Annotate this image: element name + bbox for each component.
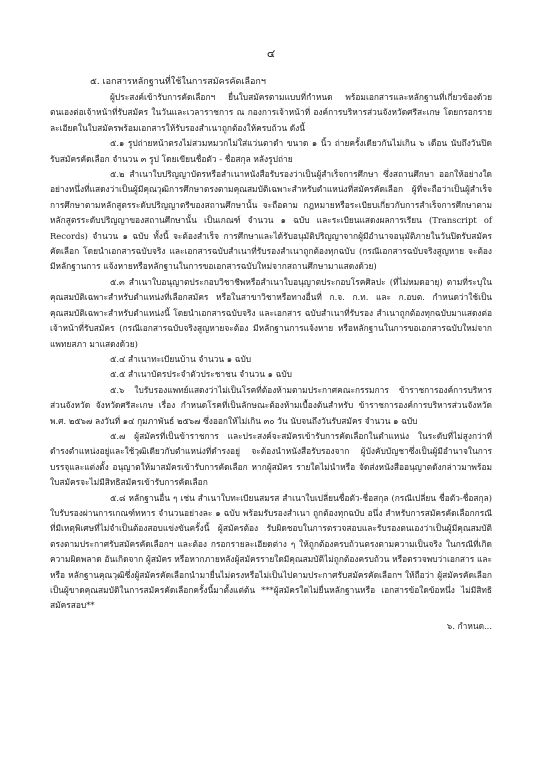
item-5-5 (50, 367, 492, 382)
section-heading: ๕. เอกสารหลักฐานที่ใช้ในการสมัครคัดเลือกฯ (90, 77, 266, 87)
item-text: ใบรับรองแพทย์แสดงว่าไม่เป็นโรคที่ต้องห้ามตามประกาศคณะกรรมการ ข้าราชการองค์การบริหารส่วนจังหวัด จังหวัดศรีสะเกษ เรื่อง กำหนดโรคที่เป็นลักษณะต้องห้ามเบื้องต้นสำหรับ ข้าราชการองค์การบริหารส่วนจังหวัด พ.ศ. ๒๕๖๗ ลงวันที่ ๑๔ กุมภาพันธ์ ๒๕๖๗ ซึ่งออกให้ไม่เกิน ๓๐ วัน นับจนถึงวันรับสมัคร จำนวน ๑ ฉบับ (50, 384, 492, 426)
item-text: ผู้สมัครที่เป็นข้าราชการ และประสงค์จะสมัครเข้ารับการคัดเลือกในตำแหน่ง ในระดับที่ไม่สูงกว่าที่ดำรงตำแหน่งอยู่และใช้วุฒิเดียวกับตำแหน่งที่ดำรงอยู่ จะต้องนำหนังสือรับรองจาก ผู้บังคับบัญชาซึ่งเป็นผู้มีอำนาจในการบรรจุและแต่งตั้ง อนุญาตให้มาสมัครเข้ารับการคัดเลือก หากผู้สมัคร รายใดไม่นำหรือ จัดส่งหนังสืออนุญาตดังกล่าวมาพร้อมใบสมัครจะไม่มีสิทธิสมัครเข้ารับการคัดเลือก (50, 430, 492, 488)
item-5-6 (50, 383, 492, 429)
item-text: สำเนาใบปริญญาบัตรหรือสำเนาหนังสือรับรองว่าเป็นผู้สำเร็จการศึกษา ซึ่งสถานศึกษา ออกให้อย่างใดอย่างหนึ่งที่แสดงว่าเป็นผู้มีคุณวุฒิการศึกษาตรงตามคุณสมบัติเฉพาะสำหรับตำแหน่งที่สมัครคัดเลือก ผู้ที่จะถือว่าเป็นผู้สำเร็จการศึกษาตามหลักสูตรระดับปริญญาตรีของสถานศึกษานั้น จะถือตาม กฎหมายหรือระเบียบเกี่ยวกับการสำเร็จการศึกษาตามหลักสูตรระดับปริญญาของสถานศึกษานั้น เป็นเกณฑ์ จำนวน ๑ ฉบับ และระเบียนแสดงผลการเรียน (Transcript of Records) จำนวน ๑ ฉบับ ทั้งนี้ จะต้องสำเร็จ การศึกษาและได้รับอนุมัติปริญญาจากผู้มีอำนาจอนุมัติภายในวันปิดรับสมัครคัดเลือก โดยนำเอกสารฉบับจริง และเอกสารฉบับสำเนาที่รับรองสำเนาถูกต้องทุกฉบับ (กรณีเอกสารฉบับจริงสูญหาย จะต้องมีหลักฐานการ แจ้งหายหรือหลักฐานในการขอเอกสารฉบับใหม่จากสถานศึกษามาแสดงด้วย) (50, 169, 492, 272)
item-number: ๕.๔ (110, 353, 126, 364)
item-text: สำเนาบัตรประจำตัวประชาชน จำนวน ๑ ฉบับ (128, 369, 292, 380)
item-5-1 (50, 136, 492, 167)
item-5-2 (50, 167, 492, 275)
item-text: รูปถ่ายหน้าตรงไม่สวมหมวกไม่ใส่แว่นตาดำ ขนาด ๑ นิ้ว ถ่ายครั้งเดียวกันไม่เกิน ๖ เดือน นับถึงวันปิดรับสมัครคัดเลือก จำนวน ๓ รูป โดยเขียนชื่อตัว - ชื่อสกุล หลังรูปถ่าย (50, 138, 492, 164)
item-text: สำเนาทะเบียนบ้าน จำนวน ๑ ฉบับ (128, 353, 252, 364)
intro-paragraph: ผู้ประสงค์เข้ารับการคัดเลือกฯ ยื่นใบสมัครตามแบบที่กำหนด พร้อมเอกสารและหลักฐานที่เกี่ยวข้องด้วยตนเองต่อเจ้าหน้าที่รับสมัคร ในวันและเวลาราชการ ณ กองการเจ้าหน้าที่ องค์การบริหารส่วนจังหวัดศรีสะเกษ โดยกรอกรายละเอียดในใบสมัครพร้อมเอกสารให้รับรองสำเนาถูกต้องให้ครบถ้วน ดังนี้ (50, 92, 492, 133)
item-text: สำเนาใบอนุญาตประกอบวิชาชีพหรือสำเนาใบอนุญาตประกอบโรคศิลปะ (ที่ไม่หมดอายุ) ตามที่ระบุในคุณสมบัติเฉพาะสำหรับตำแหน่งที่เลือกสมัคร หรือในสาขาวิชาหรือทางอื่นที่ ก.จ. ก.ท. และ ก.อบต. กำหนดว่าใช้เป็นคุณสมบัติเฉพาะสำหรับตำแหน่งนี้ โดยนำเอกสารฉบับจริง และเอกสาร ฉบับสำเนาที่รับรอง สำเนาถูกต้องทุกฉบับมาแสดงต่อเจ้าหน้าที่รับสมัคร (กรณีเอกสารฉบับจริงสูญหายจะต้อง มีหลักฐานการแจ้งหาย หรือหลักฐานในการขอเอกสารฉบับใหม่จากแพทยสภา มาแสดงด้วย) (50, 276, 493, 349)
item-5-4 (50, 352, 492, 367)
item-5-7 (50, 429, 492, 491)
item-number: ๕.๓ (110, 276, 125, 287)
continuation-note: ๖. กำหนด... (446, 620, 492, 631)
item-number: ๕.๕ (110, 369, 126, 380)
item-number: ๕.๖ (110, 384, 125, 395)
item-number: ๕.๗ (110, 430, 126, 441)
item-number: ๕.๘ (110, 492, 126, 503)
page-number: ๔ (266, 47, 276, 60)
item-text: หลักฐานอื่น ๆ เช่น สำเนาใบทะเบียนสมรส สำเนาใบเปลี่ยนชื่อตัว-ชื่อสกุล (กรณีเปลี่ยน ชื่อตัว-ชื่อสกุล) ใบรับรองผ่านการเกณฑ์ทหาร จำนวนอย่างละ ๑ ฉบับ พร้อมรับรองสำเนา ถูกต้องทุกฉบับ อนึ่ง สำหรับการสมัครคัดเลือกกรณีที่มีเหตุพิเศษที่ไม่จำเป็นต้องสอบแข่งขันครั้งนี้ ผู้สมัครต้อง รับผิดชอบในการตรวจสอบและรับรองตนเองว่าเป็นผู้มีคุณสมบัติตรงตามประกาศรับสมัครคัดเลือกฯ และต้อง กรอกรายละเอียดต่าง ๆ ให้ถูกต้องครบถ้วนตรงตามความเป็นจริง ในกรณีที่เกิดความผิดพลาด อันเกิดจาก ผู้สมัคร หรือหากภายหลังผู้สมัครรายใดมีคุณสมบัติไม่ถูกต้องครบถ้วน หรือตรวจพบว่าเอกสาร และหรือ หลักฐานคุณวุฒิซึ่งผู้สมัครคัดเลือกนำมายื่นไม่ตรงหรือไม่เป็นไปตามประกาศรับสมัครคัดเลือกฯ ให้ถือว่า ผู้สมัครคัดเลือกเป็นผู้ขาดคุณสมบัติในการสมัครคัดเลือกครั้งนี้มาตั้งแต่ต้น ***ผู้สมัครใดไม่ยื่นหลักฐานหรือ เอกสารข้อใดข้อหนึ่ง ไม่มีสิทธิสมัครสอบ** (50, 492, 492, 611)
item-number: ๕.๑ (110, 138, 125, 149)
item-5-8 (50, 491, 492, 614)
item-number: ๕.๒ (110, 169, 125, 180)
item-5-3 (50, 275, 492, 352)
